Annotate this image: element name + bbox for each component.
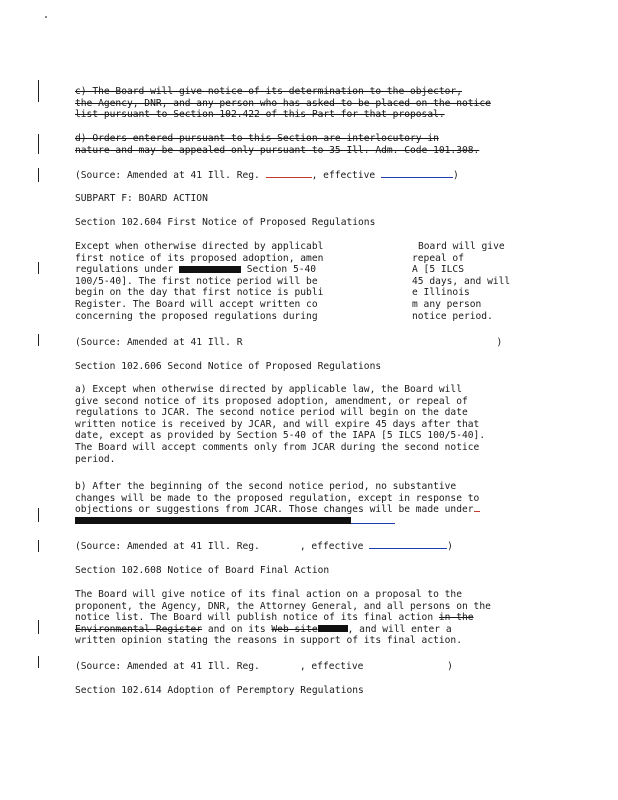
section-604-right-column: Board will give repeal of A [5 ILCS 45 days, and will e Illinois m any person notice period. bbox=[412, 241, 511, 322]
change-bar bbox=[38, 334, 39, 346]
change-bar bbox=[38, 656, 39, 668]
section-604-heading: Section 102.604 First Notice of Proposed Regulations bbox=[75, 217, 376, 228]
change-bar bbox=[38, 80, 39, 102]
section-606-para-b: b) After the beginning of the second notice period, no substantive changes will be made to the proposed regulation, except in response to objections or suggestions from JCAR. Those changes will be made under bbox=[75, 481, 480, 527]
section-604-left-column: Except when otherwise directed by applicabl first notice of its proposed adoption, amen regulations under Section 5-40 100/5-40]. The first notice period will be begin on the day that first notice is publi Register. The Board will accept written co concerning the proposed regulations during bbox=[75, 241, 324, 322]
change-bar bbox=[38, 540, 39, 552]
redaction bbox=[179, 266, 241, 273]
section-608-text: The Board will give notice of its final action on a proposal to the proponent, the Agency, DNR, the Attorney General, and all persons on the notice list. The Board will publish notice of its final action in the Environmental Register and on its Web site , and will enter a written opinion stating the reasons in support of its final action. bbox=[75, 589, 491, 647]
change-bar bbox=[38, 620, 39, 634]
source-note: (Source: Amended at 41 Ill. Reg. , effective ) bbox=[75, 170, 459, 181]
section-608-heading: Section 102.608 Notice of Board Final Action bbox=[75, 565, 330, 576]
change-bar bbox=[38, 262, 39, 274]
section-606-heading: Section 102.606 Second Notice of Proposed Regulations bbox=[75, 361, 382, 372]
change-bar bbox=[38, 134, 39, 154]
source-note: (Source: Amended at 41 Ill. Reg. , effective ) bbox=[75, 541, 453, 552]
source-note: (Source: Amended at 41 Ill. Reg. , effective ) bbox=[75, 661, 453, 672]
scan-speck bbox=[45, 16, 47, 18]
section-606-para-a: a) Except when otherwise directed by applicable law, the Board will give second notice of its proposed adoption, amendment, or repeal of regulations to JCAR. The second notice period will begin on the date written notice is received by JCAR, and will expire 45 days after that date, except as provided by Section 5-40 of the IAPA [5 ILCS 100/5-40]. The Board will accept comments only from JCAR during the second notice period. bbox=[75, 384, 486, 465]
change-bar bbox=[38, 168, 39, 182]
section-d-text: d) Orders entered pursuant to this Section are interlocutory in nature and may be appealed only pursuant to 35 Ill. Adm. Code 101.308. bbox=[75, 133, 480, 156]
section-614-heading: Section 102.614 Adoption of Peremptory Regulations bbox=[75, 685, 364, 696]
source-note: (Source: Amended at 41 Ill. R ) bbox=[75, 337, 503, 348]
section-c-text: c) The Board will give notice of its determination to the objector, the Agency, DNR, and any person who has asked to be placed on the notice list pursuant to Section 102.422 of this Part for that proposal. bbox=[75, 86, 491, 121]
change-bar bbox=[38, 508, 39, 522]
redaction bbox=[75, 517, 351, 524]
redaction bbox=[318, 625, 348, 632]
subpart-heading: SUBPART F: BOARD ACTION bbox=[75, 193, 208, 204]
